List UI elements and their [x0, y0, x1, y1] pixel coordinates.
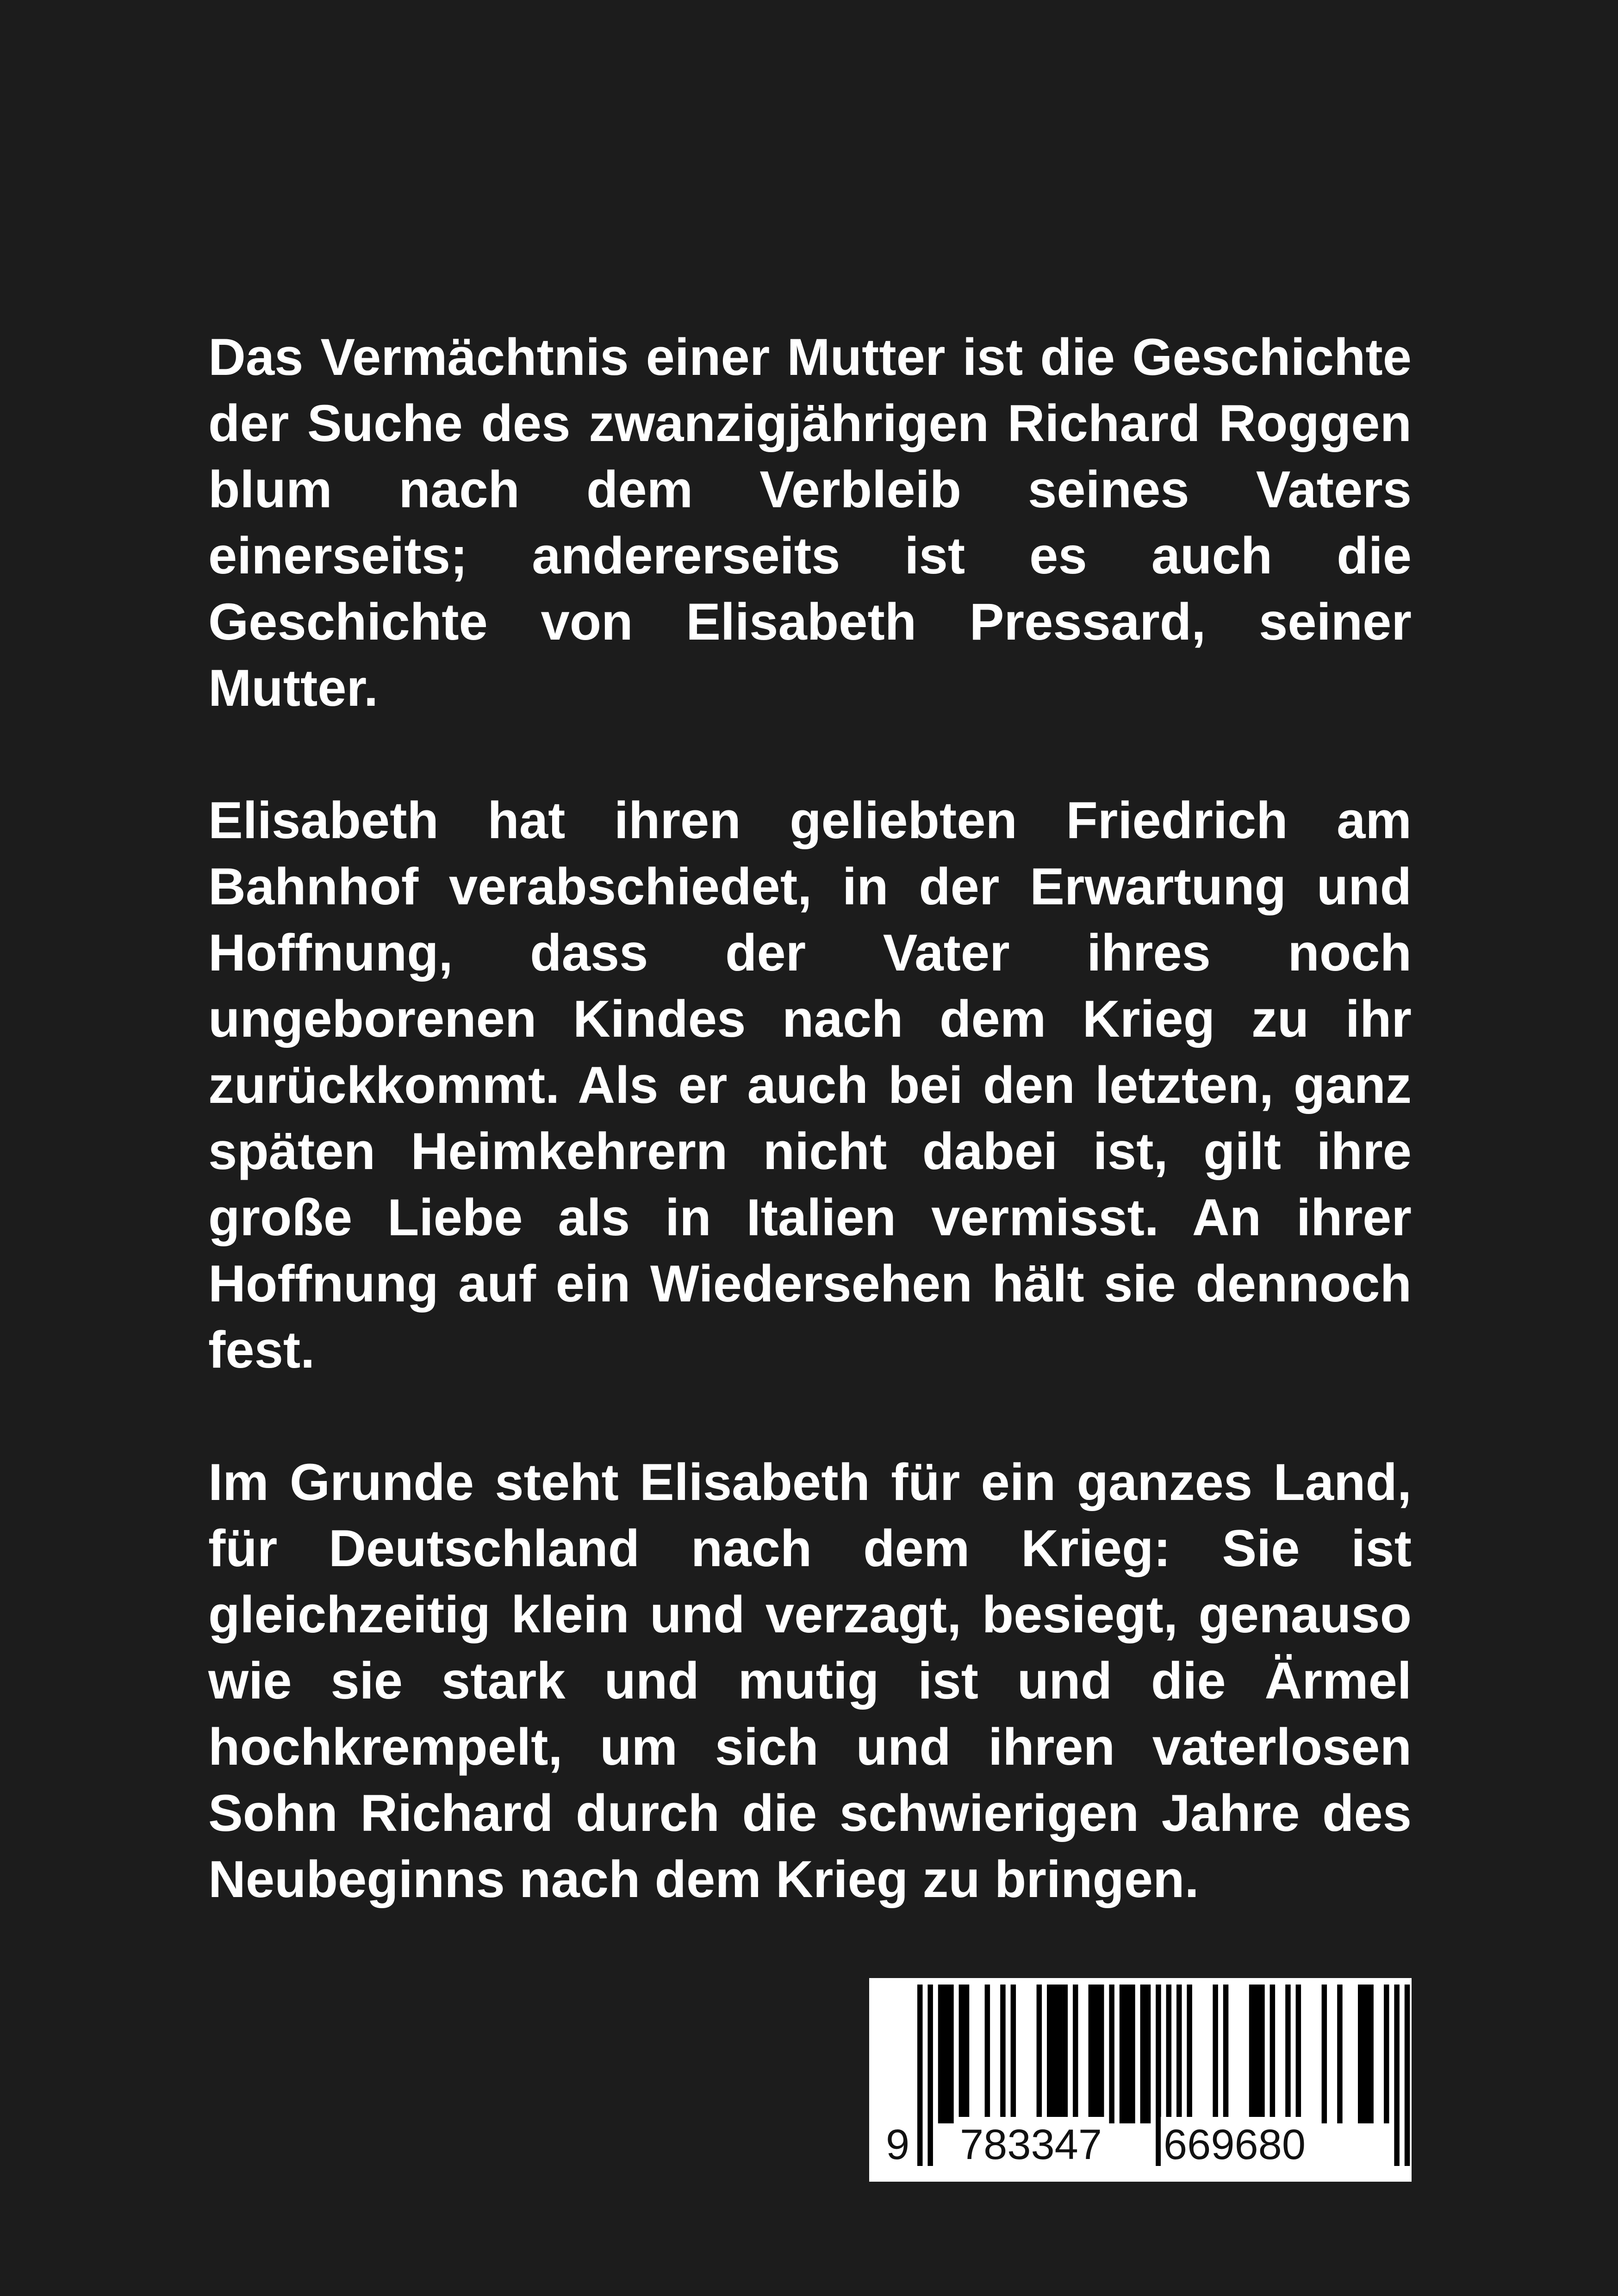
barcode-bar: [1145, 1985, 1151, 2123]
blurb-paragraph: Im Grunde steht Elisabeth für ein ganzes Land, für Deutschland nach dem Krieg: Sie ist gleichzeitig klein und verzagt, besiegt, genauso wie sie stark und mutig ist und die Ärmel hochkrempelt, um sich und ihren vaterlosen Sohn Richard durch die schwierigen Jahre des Neubeginns nach dem Krieg zu bringen.: [208, 1453, 1412, 1908]
barcode-bar: [959, 1985, 965, 2123]
isbn-barcode: [869, 1978, 1412, 2182]
barcode-bar: [1187, 1985, 1192, 2123]
barcode-bar: [1089, 1985, 1094, 2123]
barcode-bar: [1094, 1985, 1099, 2123]
barcode-bar: [1358, 1985, 1363, 2123]
barcode-lead-digit: 9: [883, 2117, 912, 2172]
back-cover-blurb: [208, 324, 1412, 1912]
barcode-bar: [1285, 1985, 1291, 2123]
barcode-bar: [1073, 1985, 1078, 2123]
barcode-bar: [1176, 1985, 1182, 2123]
barcode-bar: [1368, 1985, 1374, 2123]
barcode-bar: [1120, 1985, 1125, 2123]
barcode-bar: [1394, 1985, 1400, 2166]
barcode-bar: [1109, 1985, 1114, 2123]
barcode-bar: [1063, 1985, 1068, 2123]
barcode-bar: [943, 1985, 949, 2123]
barcode-bar: [1363, 1985, 1369, 2123]
barcode-bar: [1337, 1985, 1343, 2123]
barcode-bar: [938, 1985, 944, 2123]
barcode-left-group: 783347: [957, 2117, 1105, 2172]
blurb-paragraph: Elisabeth hat ihren geliebten Friedrich am Bahnhof verabschiedet, in der Erwartung und Hoffnung, dass der Vater ihres noch ungeborenen Kindes nach dem Krieg zu ihr zurückkommt. Als er auch bei den letzten, ganz späten Heimkehrern nicht dabei ist, gilt ihre große Liebe als in Italien vermisst. An ihrer Hoffnung auf ein Wiedersehen hält sie dennoch fest.: [208, 791, 1412, 1379]
barcode-bar: [1384, 1985, 1389, 2123]
barcode-bar: [1052, 1985, 1058, 2123]
barcode-bar: [1047, 1985, 1052, 2123]
barcode-bar: [964, 1985, 970, 2123]
barcode-bar: [1270, 1985, 1276, 2123]
barcode-right-group: 669680: [1161, 2117, 1308, 2172]
barcode-bar: [1296, 1985, 1301, 2123]
barcode-bar: [1130, 1985, 1135, 2123]
barcode-bar: [1125, 1985, 1130, 2123]
barcode-bar: [1011, 1985, 1016, 2123]
barcode-digits: [883, 2117, 1392, 2172]
barcode-bar: [1405, 1985, 1410, 2166]
barcode-bar: [1037, 1985, 1042, 2123]
barcode-bar: [1249, 1985, 1255, 2123]
barcode-bar: [1213, 1985, 1218, 2123]
barcode-bar: [1254, 1985, 1260, 2123]
barcode-bar: [985, 1985, 990, 2123]
barcode-bar: [1140, 1985, 1146, 2123]
barcode-bar: [1223, 1985, 1229, 2123]
blurb-paragraph: Das Vermächtnis einer Mutter ist die Geschichte der Suche des zwanzigjährigen Richard Roggen blum nach dem Verbleib seines Vaters einerseits; andererseits ist es auch die Geschichte von Elisabeth Pressard, seiner Mutter.: [208, 328, 1412, 717]
barcode-bar: [1259, 1985, 1265, 2123]
barcode-bar: [1000, 1985, 1006, 2123]
barcode-bar: [1099, 1985, 1104, 2123]
barcode-bar: [1322, 1985, 1327, 2123]
barcode-bar: [948, 1985, 954, 2123]
barcode-bar: [1057, 1985, 1063, 2123]
